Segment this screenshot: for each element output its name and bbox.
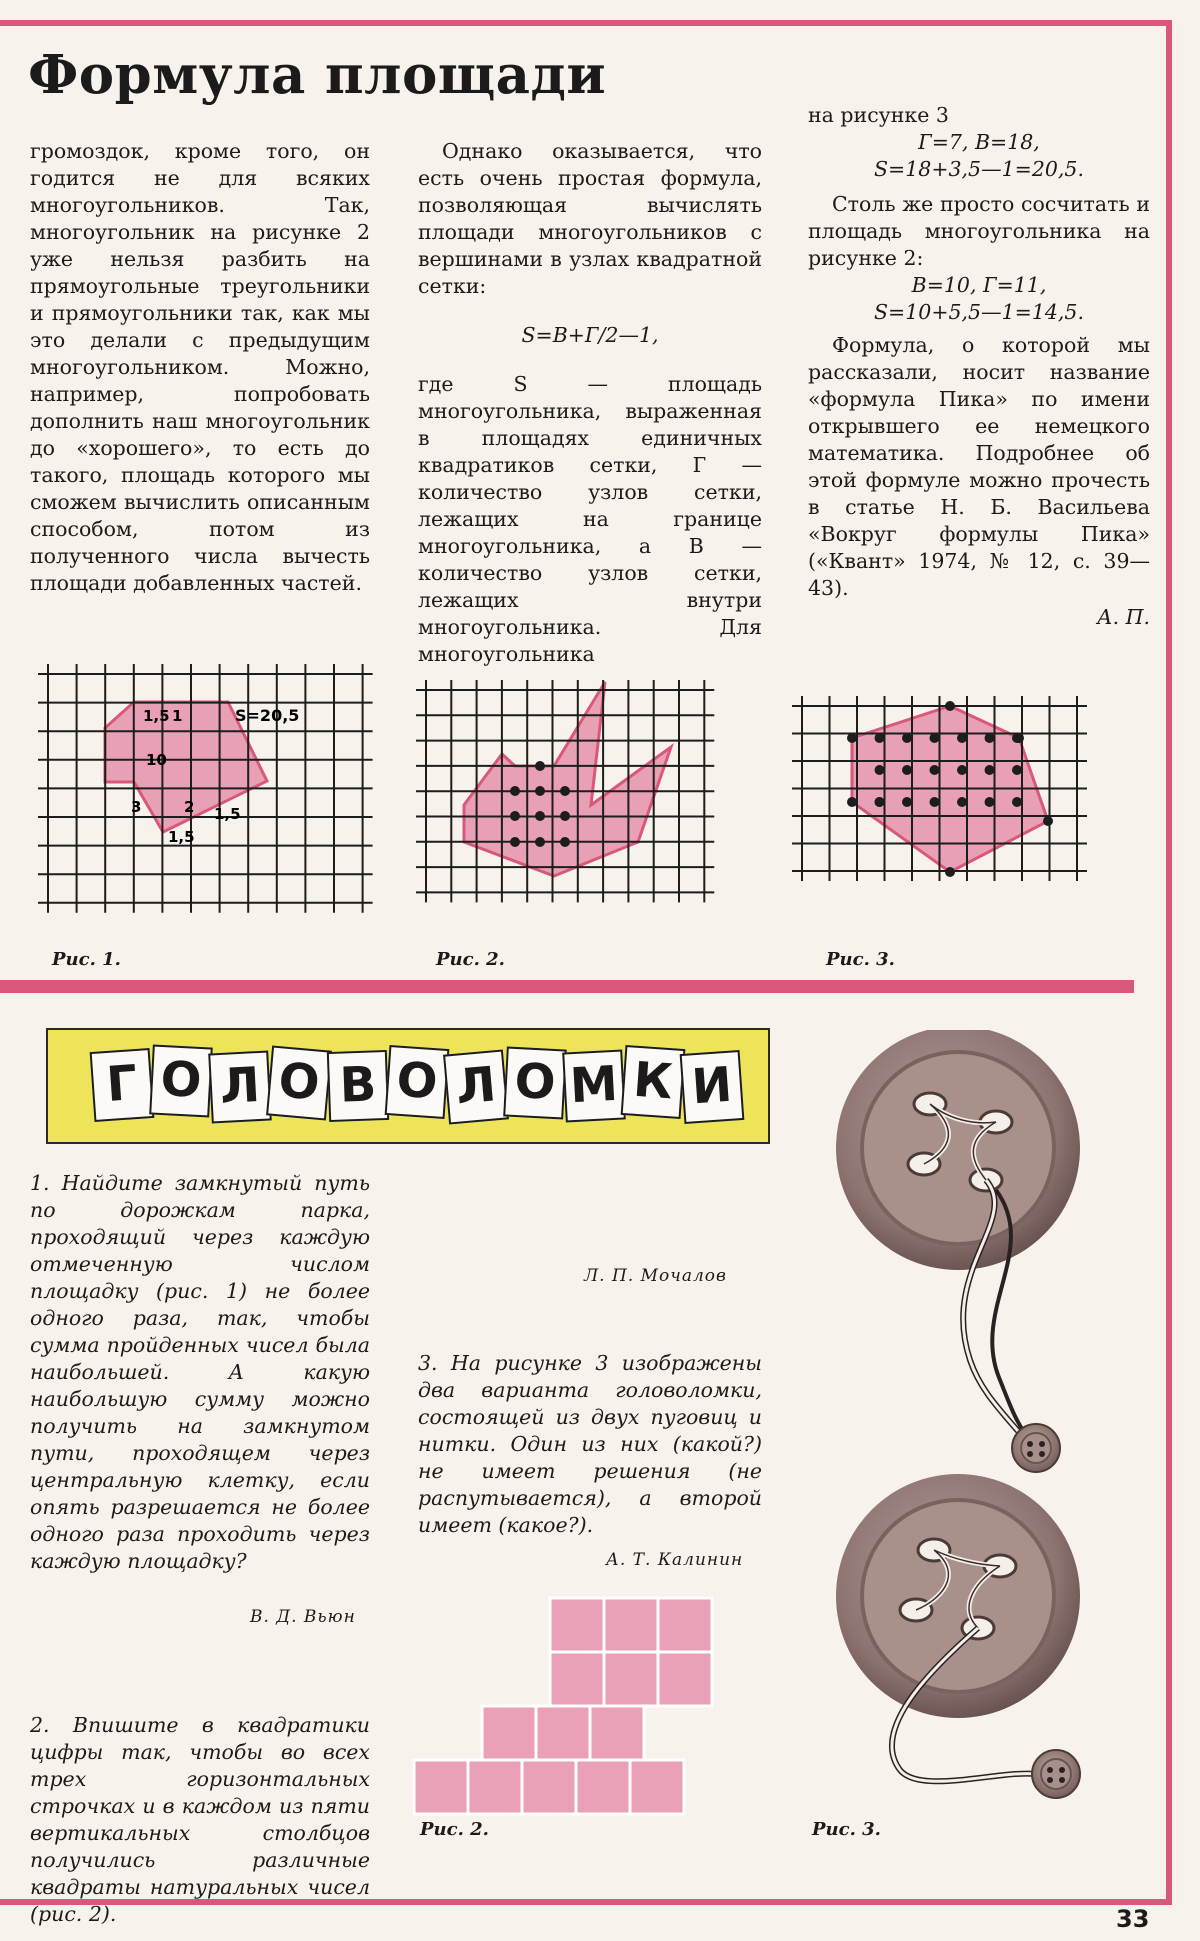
lattice-node bbox=[535, 811, 545, 821]
lattice-node bbox=[1012, 797, 1022, 807]
puzzles-banner bbox=[46, 1028, 770, 1144]
lattice-node bbox=[957, 765, 967, 775]
lattice-node bbox=[560, 837, 570, 847]
banner-letter-tile: М bbox=[562, 1049, 626, 1122]
large-button-top bbox=[836, 1030, 1080, 1270]
small-button-bottom bbox=[1032, 1750, 1080, 1798]
puzzle-figure-3-buttons bbox=[800, 1030, 1140, 1830]
banner-letter-tile: О bbox=[385, 1045, 450, 1119]
puzzle-grid-cell[interactable] bbox=[590, 1706, 644, 1760]
banner-letter-tile: К bbox=[621, 1045, 686, 1119]
lattice-node bbox=[875, 797, 885, 807]
banner-letter-tile: В bbox=[327, 1050, 389, 1122]
col3-formula-3: В=10, Г=11, bbox=[911, 273, 1047, 297]
lattice-node bbox=[945, 701, 955, 711]
lattice-node bbox=[930, 765, 940, 775]
lattice-node bbox=[847, 733, 857, 743]
col3-formula-4: S=10+5,5—1=14,5. bbox=[874, 300, 1084, 324]
figure-1-caption: Рис. 1. bbox=[52, 949, 121, 970]
figure-3-caption: Рис. 3. bbox=[826, 949, 895, 970]
lattice-node bbox=[535, 761, 545, 771]
figure-2-polygon bbox=[464, 682, 671, 876]
col1-paragraph: громоздок, кроме того, он годится не для всяких многоугольников. Так, многоугольник на рисунке 2 уже нельзя разбить на прямоугольные треугольники и прямоугольники так, как мы это делали с предыдущим многоугольником. Можно, например, попробовать дополнить наш многоугольник до «хорошего», то есть до такого, площадь которого мы сможем вычислить описанным способом, потом из полученного числа вычесть площади добавленных частей. bbox=[30, 139, 370, 595]
figure-1-grid bbox=[30, 662, 380, 922]
puzzle-grid-cell[interactable] bbox=[414, 1760, 468, 1814]
figure-1-area-label: S=20,5 bbox=[235, 706, 300, 725]
puzzle-grid-cell[interactable] bbox=[658, 1598, 712, 1652]
lattice-node bbox=[985, 765, 995, 775]
puzzle-grid-cell[interactable] bbox=[550, 1652, 604, 1706]
page-number: 33 bbox=[1116, 1905, 1150, 1933]
article-column-2 bbox=[418, 138, 762, 668]
small-button-top bbox=[1012, 1424, 1060, 1472]
lattice-node bbox=[875, 733, 885, 743]
figure-1-label: 10 bbox=[146, 751, 167, 769]
puzzle-1-text: 1. Найдите замкнутый путь по дорожкам парка, проходящий через каждую отмеченную числом площадку (рис. 1) не более одного раза, так, чтобы сумма пройденных чисел была наибольшей. А какую наибольшую сумму можно получить на замкнутом пути, проходящем через центральную клетку, если опять разрешается не более одного раза проходить через каждую площадку? bbox=[30, 1171, 370, 1573]
banner-letter-tile: Л bbox=[208, 1050, 272, 1123]
figure-1-label: 1 bbox=[172, 707, 183, 725]
banner-letter-tile: О bbox=[149, 1044, 213, 1117]
col3-paragraph-3: Формула, о которой мы рассказали, носит название «формула Пика» по имени открывшего ее немецкого математика. Подробнее об этой формуле можно прочесть в статье Н. Б. Васильева «Вокруг формулы Пика» («Квант» 1974, № 12, с. 39—43). bbox=[808, 333, 1150, 600]
lattice-node bbox=[560, 811, 570, 821]
puzzle-grid-cell[interactable] bbox=[604, 1652, 658, 1706]
lattice-node bbox=[535, 837, 545, 847]
lattice-node bbox=[985, 797, 995, 807]
banner-letter-tile: Л bbox=[443, 1050, 509, 1125]
article-column-3 bbox=[808, 102, 1150, 631]
section-divider bbox=[0, 980, 1134, 993]
lattice-node bbox=[985, 733, 995, 743]
lattice-node bbox=[1014, 733, 1024, 743]
figure-3-grid bbox=[790, 684, 1140, 924]
col3-signature: А. П. bbox=[1097, 605, 1150, 629]
large-button-bottom bbox=[836, 1474, 1080, 1718]
pick-formula: S=В+Г/2—1, bbox=[521, 323, 659, 347]
puzzle-grid-cell[interactable] bbox=[658, 1652, 712, 1706]
lattice-node bbox=[560, 786, 570, 796]
banner-letter-tile: О bbox=[266, 1046, 332, 1121]
puzzle-2-author: Л. П. Мочалов bbox=[584, 1266, 727, 1286]
lattice-node bbox=[957, 797, 967, 807]
col3-paragraph-2: Столь же просто сосчитать и площадь многоугольника на рисунке 2: bbox=[808, 192, 1150, 270]
banner-letter-tile: И bbox=[680, 1050, 745, 1124]
puzzle-3-text: 3. На рисунке 3 изображены два варианта головоломки, состоящей из двух пуговиц и нитки. Один из них (какой?) не имеет решения (не распутывается), а второй имеет (какое?). bbox=[418, 1351, 762, 1537]
figure-1-label: 1,5 bbox=[168, 828, 195, 846]
puzzle-3-author: А. Т. Калинин bbox=[606, 1550, 744, 1570]
puzzle-grid-cell[interactable] bbox=[536, 1706, 590, 1760]
figure-1-label: 3 bbox=[131, 798, 142, 816]
lattice-node bbox=[945, 867, 955, 877]
puzzle-1-author: В. Д. Вьюн bbox=[250, 1607, 356, 1627]
lattice-node bbox=[510, 811, 520, 821]
lattice-node bbox=[1043, 816, 1053, 826]
banner-letter-tile: О bbox=[503, 1046, 567, 1119]
col2-paragraph-1: Однако оказывается, что есть очень простая формула, позволяющая вычислять площади многоугольников с вершинами в узлах квадратной сетки: bbox=[418, 139, 762, 298]
puzzle-grid-cell[interactable] bbox=[482, 1706, 536, 1760]
col3-formula-1: Г=7, В=18, bbox=[918, 130, 1040, 154]
banner-letter-tile: Г bbox=[90, 1048, 155, 1122]
puzzle-grid-cell[interactable] bbox=[468, 1760, 522, 1814]
lattice-node bbox=[902, 765, 912, 775]
figure-2-grid bbox=[410, 672, 760, 922]
puzzle-figure-2-caption: Рис. 2. bbox=[420, 1819, 489, 1840]
lattice-node bbox=[510, 837, 520, 847]
puzzle-grid-cell[interactable] bbox=[522, 1760, 576, 1814]
puzzle-grid-cell[interactable] bbox=[576, 1760, 630, 1814]
col2-paragraph-2: где S — площадь многоугольника, выраженная в площадях единичных квадратиков сетки, Г — количество узлов сетки, лежащих на границе многоугольника, а В — количество узлов сетки, лежащих внутри многоугольника. Для многоугольника bbox=[418, 372, 762, 666]
lattice-node bbox=[535, 786, 545, 796]
puzzle-figure-2-grid bbox=[410, 1596, 770, 1826]
article-column-1 bbox=[30, 138, 370, 597]
article-title: Формула площади bbox=[28, 44, 607, 106]
puzzle-2-text: 2. Впишите в квадратики цифры так, чтобы во всех трех горизонтальных строчках и в каждом из пяти вертикальных столбцов получились различные квадраты натуральных чисел (рис. 2). bbox=[30, 1713, 370, 1926]
figure-1-label: 2 bbox=[184, 798, 195, 816]
frame-right-line bbox=[1166, 20, 1172, 1905]
lattice-node bbox=[930, 733, 940, 743]
puzzle-grid-cell[interactable] bbox=[550, 1598, 604, 1652]
lattice-node bbox=[1012, 765, 1022, 775]
puzzle-grid-cell[interactable] bbox=[630, 1760, 684, 1814]
col3-lead: на рисунке 3 bbox=[808, 103, 949, 127]
figure-2-caption: Рис. 2. bbox=[436, 949, 505, 970]
lattice-node bbox=[930, 797, 940, 807]
puzzle-figure-3-caption: Рис. 3. bbox=[812, 1819, 881, 1840]
lattice-node bbox=[902, 733, 912, 743]
col3-formula-2: S=18+3,5—1=20,5. bbox=[874, 157, 1084, 181]
frame-top-line bbox=[0, 20, 1172, 26]
figure-1-label: 1,5 bbox=[143, 707, 170, 725]
lattice-node bbox=[957, 733, 967, 743]
lattice-node bbox=[510, 786, 520, 796]
lattice-node bbox=[902, 797, 912, 807]
figure-1-label: 1,5 bbox=[214, 805, 241, 823]
lattice-node bbox=[847, 797, 857, 807]
lattice-node bbox=[875, 765, 885, 775]
puzzle-grid-cell[interactable] bbox=[604, 1598, 658, 1652]
